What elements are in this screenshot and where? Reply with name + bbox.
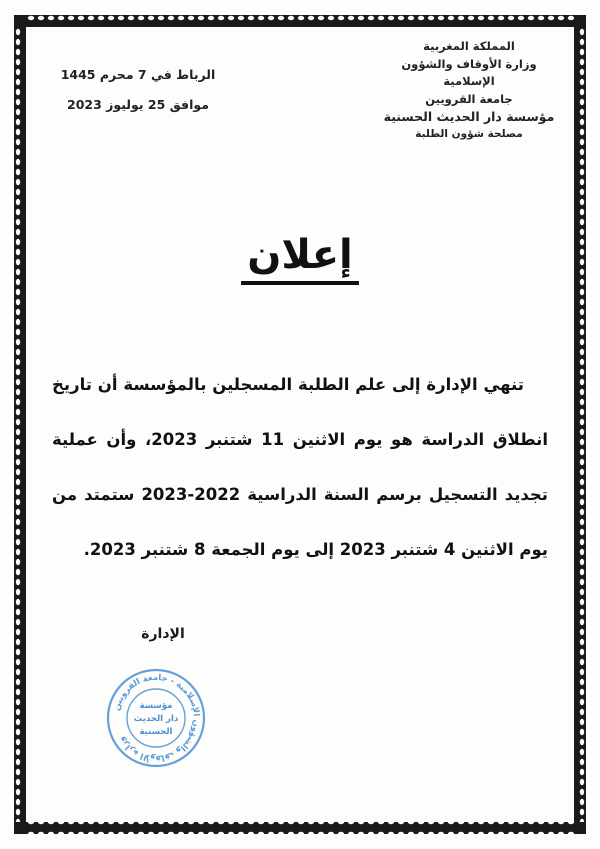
title-text: إعلان xyxy=(241,233,359,285)
institution-header xyxy=(374,38,564,143)
stamp-inner-line2: دار الحديث xyxy=(133,714,179,724)
stamp-inner-line3: الحسنية xyxy=(139,727,173,737)
stamp-inner-line1: مؤسسة xyxy=(139,701,173,711)
date-block xyxy=(48,60,228,120)
stamp-outer-text: وزارة الأوقاف والشؤون الإسلامية - جامعة القرويين xyxy=(110,671,203,765)
header-department: مصلحة شؤون الطلبة xyxy=(415,127,523,140)
official-stamp xyxy=(104,666,208,770)
header-university: جامعة القرويين xyxy=(425,91,513,106)
header-ministry: وزارة الأوقاف والشؤون الإسلامية xyxy=(401,56,537,88)
page-title xyxy=(0,232,600,285)
signature-label: الإدارة xyxy=(141,626,185,642)
date-gregorian: موافق 25 يوليوز 2023 xyxy=(67,97,209,112)
header-institution: مؤسسة دار الحديث الحسنية xyxy=(383,109,555,124)
header-kingdom: المملكة المغربية xyxy=(423,39,515,53)
date-hijri: الرباط في 7 محرم 1445 xyxy=(60,67,216,82)
announcement-body: تنهي الإدارة إلى علم الطلبة المسجلين بالمؤسسة أن تاريخ انطلاق الدراسة هو يوم الاثنين 11 شتنبر 2023، وأن عملية تجديد التسجيل برسم السنة الدراسية 2022-2023 ستمتد من يوم الاثنين 4 شتنبر 2023 إلى يوم الجمعة 8 شتنبر 2023. xyxy=(52,375,549,559)
